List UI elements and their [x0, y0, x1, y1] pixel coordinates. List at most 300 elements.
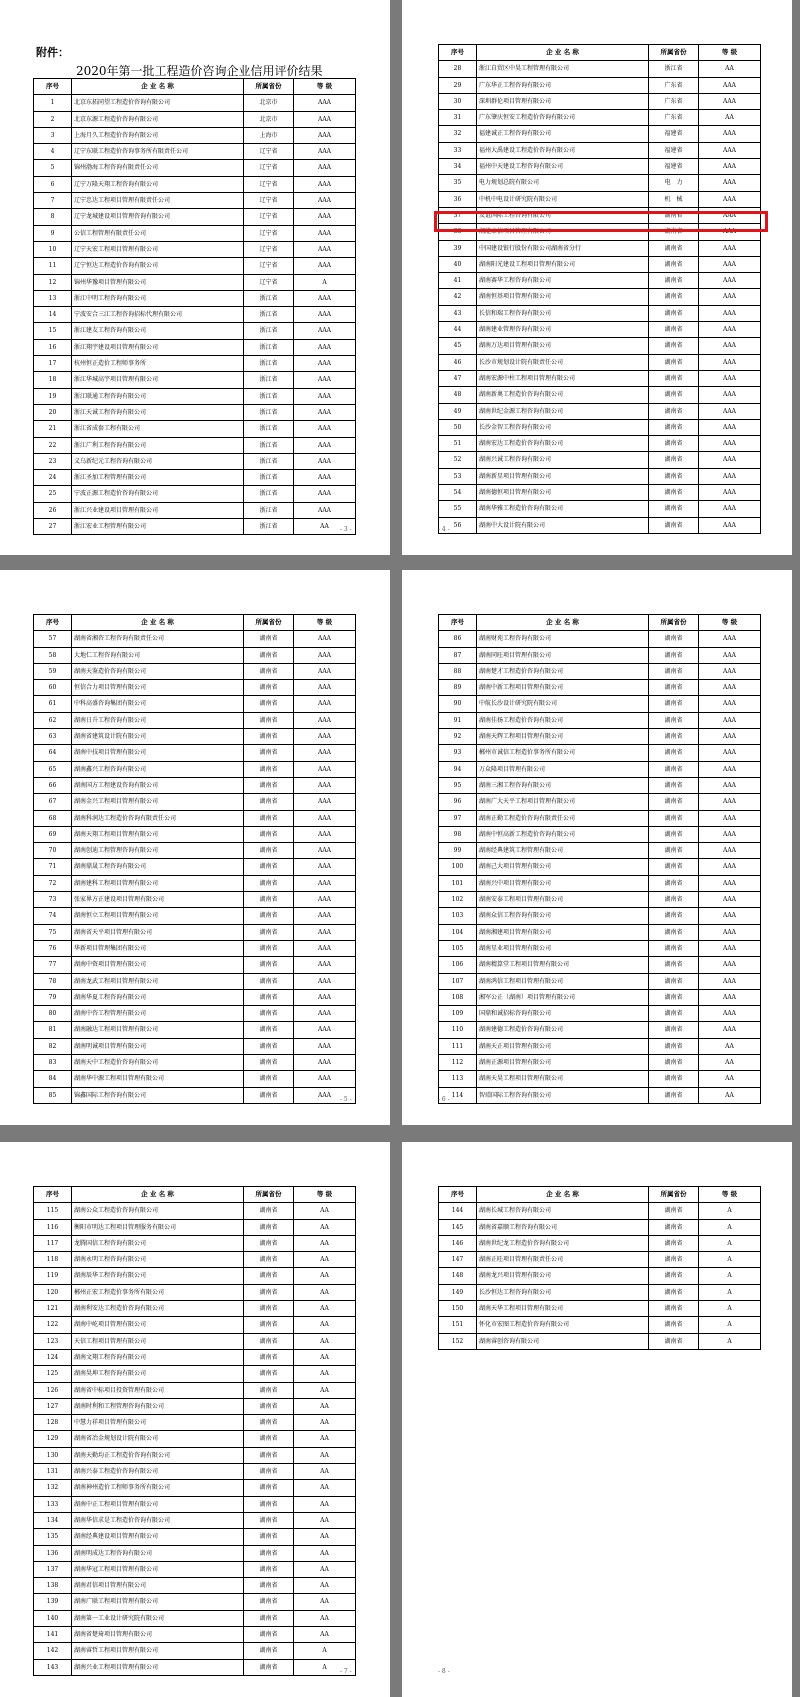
row-grade: AAA	[294, 225, 356, 241]
row-grade: AAA	[699, 892, 761, 908]
table-row	[34, 470, 356, 486]
row-grade: AAA	[294, 794, 356, 810]
table-row	[34, 1284, 356, 1300]
row-seq: 18	[34, 372, 72, 388]
row-grade: AA	[294, 1203, 356, 1219]
row-grade: AAA	[699, 240, 761, 256]
header-grade: 等 级	[294, 79, 356, 95]
row-seq: 51	[439, 436, 477, 452]
row-company-name: 湖南广大天平工程项目管理有限公司	[477, 794, 649, 810]
row-province: 辽宁省	[244, 274, 294, 290]
row-company-name: 湖南鑫兴工程咨询有限公司	[72, 761, 244, 777]
row-province: 湖南省	[649, 908, 699, 924]
table-row	[439, 468, 761, 484]
table-row	[439, 1317, 761, 1333]
row-province: 湖南省	[244, 1301, 294, 1317]
row-province: 湖南省	[244, 1071, 294, 1087]
row-grade: AAA	[699, 354, 761, 370]
table-row	[34, 712, 356, 728]
row-seq: 144	[439, 1203, 477, 1219]
row-seq: 136	[34, 1545, 72, 1561]
row-grade: AAA	[294, 404, 356, 420]
row-company-name: 湖南三湘工程咨询有限公司	[477, 777, 649, 793]
row-company-name: 湖南众信工程咨询有限公司	[477, 908, 649, 924]
row-grade: AA	[294, 1464, 356, 1480]
row-province: 湖南省	[649, 436, 699, 452]
table-row	[439, 142, 761, 158]
row-company-name: 湖南省湘咨工程咨询有限责任公司	[72, 631, 244, 647]
row-province: 湖南省	[244, 1415, 294, 1431]
header-company-name: 企 业 名 称	[477, 45, 649, 61]
row-grade: AAA	[294, 1006, 356, 1022]
header-company-name: 企 业 名 称	[477, 615, 649, 631]
table-row	[439, 989, 761, 1005]
row-company-name: 湖南天翔工程项目管理有限公司	[72, 826, 244, 842]
row-province: 浙江省	[244, 388, 294, 404]
row-seq: 24	[34, 470, 72, 486]
row-seq: 116	[34, 1219, 72, 1235]
row-company-name: 浙江宏业工程管理有限公司	[72, 519, 244, 535]
row-grade: A	[294, 1643, 356, 1659]
row-grade: AAA	[294, 470, 356, 486]
row-grade: AAA	[699, 419, 761, 435]
row-seq: 42	[439, 289, 477, 305]
table-row	[34, 1333, 356, 1349]
table-row	[34, 1055, 356, 1071]
row-seq: 106	[439, 957, 477, 973]
row-seq: 98	[439, 826, 477, 842]
table-row	[439, 745, 761, 761]
row-province: 湖南省	[244, 810, 294, 826]
table-row	[34, 1496, 356, 1512]
row-grade: AAA	[294, 127, 356, 143]
row-province: 湖南省	[244, 631, 294, 647]
row-province: 湖南省	[244, 940, 294, 956]
row-seq: 94	[439, 761, 477, 777]
row-seq: 73	[34, 892, 72, 908]
row-seq: 14	[34, 307, 72, 323]
row-seq: 64	[34, 745, 72, 761]
row-company-name: 锦州华豫项目管理有限公司	[72, 274, 244, 290]
row-company-name: 浙江自贸区中昊工程管理有限公司	[477, 61, 649, 77]
row-seq: 108	[439, 989, 477, 1005]
row-grade: AAA	[699, 370, 761, 386]
table-row	[439, 826, 761, 842]
row-grade: AAA	[294, 502, 356, 518]
row-seq: 91	[439, 712, 477, 728]
table-row	[34, 761, 356, 777]
row-grade: AAA	[699, 77, 761, 93]
row-seq: 71	[34, 859, 72, 875]
row-grade: AA	[294, 1333, 356, 1349]
table-row	[439, 1006, 761, 1022]
row-province: 湖南省	[244, 761, 294, 777]
table-row	[439, 663, 761, 679]
header-company-name: 企 业 名 称	[72, 615, 244, 631]
table-header-row	[34, 1187, 356, 1203]
table-row	[439, 1268, 761, 1284]
row-province: 湖南省	[649, 387, 699, 403]
row-grade: AA	[294, 1268, 356, 1284]
row-company-name: 郴州正宏工程造价事务所有限公司	[72, 1284, 244, 1300]
row-company-name: 湖南中资项目管理有限公司	[72, 957, 244, 973]
row-province: 湖南省	[649, 468, 699, 484]
row-grade: A	[699, 1235, 761, 1251]
table-row	[34, 1219, 356, 1235]
row-seq: 138	[34, 1578, 72, 1594]
table-row	[34, 843, 356, 859]
document-title: 2020年第一批工程造价咨询企业信用评价结果	[76, 64, 323, 78]
row-seq: 79	[34, 989, 72, 1005]
row-province: 湖南省	[244, 1366, 294, 1382]
row-seq: 134	[34, 1512, 72, 1528]
row-province: 浙江省	[244, 307, 294, 323]
table-row	[34, 437, 356, 453]
table-row	[439, 712, 761, 728]
row-company-name: 湖南省中标项目投资管理有限公司	[72, 1382, 244, 1398]
row-province: 湖南省	[649, 1038, 699, 1054]
table-row	[439, 289, 761, 305]
row-province: 湖南省	[649, 712, 699, 728]
table-row	[439, 240, 761, 256]
row-province: 湖南省	[244, 712, 294, 728]
table-row	[439, 1301, 761, 1317]
row-grade: AAA	[699, 485, 761, 501]
row-company-name: 中科高盛咨询集团有限公司	[72, 696, 244, 712]
row-grade: AA	[294, 1594, 356, 1610]
row-company-name: 辽宁龙城建设项目管理咨询有限公司	[72, 209, 244, 225]
row-grade: AAA	[294, 1038, 356, 1054]
table-row	[34, 388, 356, 404]
row-grade: A	[699, 1268, 761, 1284]
table-row	[34, 1512, 356, 1528]
row-seq: 52	[439, 452, 477, 468]
row-province: 湖南省	[244, 1398, 294, 1414]
document-page	[0, 0, 390, 555]
row-seq: 56	[439, 517, 477, 533]
table-row	[34, 160, 356, 176]
table-row	[34, 729, 356, 745]
row-province: 湖南省	[649, 989, 699, 1005]
row-seq: 30	[439, 93, 477, 109]
row-grade: AA	[294, 1252, 356, 1268]
table-row	[34, 225, 356, 241]
header-grade: 等 级	[699, 45, 761, 61]
row-seq: 97	[439, 810, 477, 826]
row-grade: AA	[294, 1235, 356, 1251]
row-province: 湖南省	[649, 761, 699, 777]
row-company-name: 湖南天中工程造价咨询有限公司	[72, 1055, 244, 1071]
row-grade: AAA	[294, 193, 356, 209]
row-company-name: 湖南德恒项目管理有限公司	[477, 485, 649, 501]
row-province: 湖南省	[244, 1464, 294, 1480]
row-seq: 46	[439, 354, 477, 370]
row-company-name: 杭州恒正造价工程师事务所	[72, 356, 244, 372]
row-grade: AAA	[699, 517, 761, 533]
row-seq: 50	[439, 419, 477, 435]
row-seq: 1	[34, 95, 72, 111]
row-company-name: 义乌新纪元工程咨询有限公司	[72, 453, 244, 469]
row-seq: 74	[34, 908, 72, 924]
row-province: 湖南省	[649, 777, 699, 793]
row-grade: AAA	[294, 486, 356, 502]
header-seq: 序号	[34, 79, 72, 95]
table-row	[439, 957, 761, 973]
row-seq: 15	[34, 323, 72, 339]
row-province: 湖南省	[649, 1055, 699, 1071]
row-province: 湖南省	[649, 322, 699, 338]
row-company-name: 湖南辰华工程咨询有限公司	[72, 1268, 244, 1284]
row-company-name: 福州中天建设工程咨询有限公司	[477, 159, 649, 175]
table-row	[439, 93, 761, 109]
row-seq: 150	[439, 1301, 477, 1317]
row-company-name: 湖南兴诚工程咨询有限公司	[477, 452, 649, 468]
table-row	[34, 1415, 356, 1431]
table-row	[34, 307, 356, 323]
row-company-name: 湖南安泰工程项目管理有限公司	[477, 892, 649, 908]
row-grade: AA	[294, 1317, 356, 1333]
row-company-name: 怀化市宏图工程造价咨询有限公司	[477, 1317, 649, 1333]
row-grade: AA	[699, 1087, 761, 1103]
row-province: 湖南省	[244, 1382, 294, 1398]
table-row	[34, 1447, 356, 1463]
row-province: 湖南省	[649, 892, 699, 908]
table-row	[34, 1398, 356, 1414]
document-page	[0, 1142, 390, 1697]
row-company-name: 湖南第一工业设计研究院有限公司	[72, 1610, 244, 1626]
row-province: 湖南省	[244, 843, 294, 859]
row-company-name: 郴州市诚信工程造价事务所有限公司	[477, 745, 649, 761]
row-province: 湖南省	[649, 1301, 699, 1317]
table-row	[34, 940, 356, 956]
row-company-name: 华新项目管理集团有限公司	[72, 940, 244, 956]
row-grade: AAA	[294, 95, 356, 111]
row-seq: 16	[34, 339, 72, 355]
row-province: 湖南省	[244, 1349, 294, 1365]
row-seq: 118	[34, 1252, 72, 1268]
row-grade: AAA	[294, 826, 356, 842]
table-row	[439, 680, 761, 696]
table-row	[439, 517, 761, 533]
table-row	[34, 323, 356, 339]
row-seq: 135	[34, 1529, 72, 1545]
table-row	[439, 273, 761, 289]
row-company-name: 湖南中新工程项目管理有限公司	[477, 680, 649, 696]
row-company-name: 湖南天辉工程项目管理有限公司	[477, 729, 649, 745]
row-grade: AAA	[699, 843, 761, 859]
row-company-name: 湖南兴泰工程造价咨询有限公司	[72, 1464, 244, 1480]
row-seq: 48	[439, 387, 477, 403]
header-seq: 序号	[439, 45, 477, 61]
row-company-name: 湖南建业管理咨询有限公司	[477, 322, 649, 338]
row-province: 湖南省	[649, 729, 699, 745]
row-grade: AA	[699, 110, 761, 126]
row-company-name: 湖南融达工程项目管理有限公司	[72, 1022, 244, 1038]
table-row	[34, 274, 356, 290]
row-grade: AAA	[294, 421, 356, 437]
row-company-name: 湖南中正工程项目管理有限公司	[72, 1496, 244, 1512]
row-province: 湖南省	[649, 1252, 699, 1268]
row-province: 湖南省	[244, 1022, 294, 1038]
row-seq: 49	[439, 403, 477, 419]
row-province: 湖南省	[649, 305, 699, 321]
table-row	[34, 1006, 356, 1022]
row-company-name: 智靖国际工程咨询有限公司	[477, 1087, 649, 1103]
row-company-name: 湖南中恒高新工程造价咨询有限公司	[477, 826, 649, 842]
row-seq: 69	[34, 826, 72, 842]
row-grade: AAA	[294, 680, 356, 696]
row-grade: AA	[699, 1038, 761, 1054]
row-seq: 7	[34, 193, 72, 209]
row-province: 福建省	[649, 126, 699, 142]
row-company-name: 福建诚正工程咨询有限公司	[477, 126, 649, 142]
row-seq: 110	[439, 1022, 477, 1038]
row-company-name: 湖南阳光建设工程项目管理有限公司	[477, 256, 649, 272]
row-seq: 54	[439, 485, 477, 501]
row-seq: 26	[34, 502, 72, 518]
table-row	[34, 453, 356, 469]
table-row	[439, 908, 761, 924]
row-province: 湖南省	[649, 924, 699, 940]
row-grade: AAA	[294, 258, 356, 274]
row-company-name: 湖南科润达工程造价咨询有限责任公司	[72, 810, 244, 826]
row-province: 湖南省	[244, 696, 294, 712]
row-grade: AAA	[699, 191, 761, 207]
row-grade: AAA	[699, 126, 761, 142]
row-province: 湖南省	[244, 729, 294, 745]
row-province: 湖南省	[244, 957, 294, 973]
row-seq: 5	[34, 160, 72, 176]
row-company-name: 衡阳市明达工程项目管理服务有限公司	[72, 1219, 244, 1235]
row-seq: 120	[34, 1284, 72, 1300]
row-seq: 128	[34, 1415, 72, 1431]
row-company-name: 湖南神州造价工程师事务所有限公司	[72, 1480, 244, 1496]
header-company-name: 企 业 名 称	[72, 1187, 244, 1203]
row-company-name: 辽宁万隆天翔工程咨询有限公司	[72, 176, 244, 192]
document-page	[402, 1142, 792, 1697]
row-province: 湖南省	[244, 826, 294, 842]
row-grade: A	[699, 1333, 761, 1349]
table-row	[34, 777, 356, 793]
row-province: 湖南省	[244, 908, 294, 924]
row-province: 浙江省	[244, 323, 294, 339]
row-seq: 104	[439, 924, 477, 940]
row-company-name: 深圳群伦项目管理有限公司	[477, 93, 649, 109]
row-company-name: 湖南天勤均正工程造价咨询有限公司	[72, 1447, 244, 1463]
row-company-name: 辽宁天宏工程项目管理有限公司	[72, 241, 244, 257]
row-province: 湖南省	[649, 875, 699, 891]
table-row	[34, 810, 356, 826]
row-company-name: 湖南湘建项目管理有限公司	[477, 924, 649, 940]
table-row	[34, 258, 356, 274]
table-row	[439, 1235, 761, 1251]
table-row	[439, 159, 761, 175]
row-seq: 96	[439, 794, 477, 810]
table-row	[34, 209, 356, 225]
table-row	[34, 1203, 356, 1219]
row-province: 湖南省	[649, 1087, 699, 1103]
row-company-name: 湖南公众工程造价咨询有限公司	[72, 1203, 244, 1219]
row-grade: AAA	[294, 437, 356, 453]
row-company-name: 湖南经典建设项目管理有限公司	[72, 1529, 244, 1545]
row-province: 广东省	[649, 93, 699, 109]
row-grade: AAA	[699, 761, 761, 777]
ratings-table	[438, 614, 761, 1104]
row-company-name: 湖南正源项目管理有限公司	[477, 1055, 649, 1071]
table-row	[34, 1366, 356, 1382]
row-company-name: 湖南龙兴项目管理有限公司	[477, 1268, 649, 1284]
row-grade: AA	[294, 1382, 356, 1398]
row-company-name: 湘军公正（湖南）项目管理有限公司	[477, 989, 649, 1005]
table-row	[34, 144, 356, 160]
row-company-name: 辽宁恒达工程造价咨询有限公司	[72, 258, 244, 274]
row-province: 湖南省	[649, 452, 699, 468]
row-grade: AA	[294, 1366, 356, 1382]
row-province: 湖南省	[649, 1235, 699, 1251]
row-company-name: 湖南省冶金规划设计院有限公司	[72, 1431, 244, 1447]
row-company-name: 宁波正源工程造价咨询有限公司	[72, 486, 244, 502]
row-company-name: 湖南兴业工程项目管理有限公司	[72, 1659, 244, 1675]
row-province: 辽宁省	[244, 225, 294, 241]
row-company-name: 湖南天华工程项目管理有限公司	[477, 1301, 649, 1317]
table-row	[439, 354, 761, 370]
row-seq: 117	[34, 1235, 72, 1251]
row-seq: 140	[34, 1610, 72, 1626]
header-grade: 等 级	[294, 615, 356, 631]
row-seq: 19	[34, 388, 72, 404]
row-grade: AAA	[699, 322, 761, 338]
table-row	[439, 256, 761, 272]
table-row	[439, 452, 761, 468]
row-company-name: 湖南省楚琦项目管理有限公司	[72, 1627, 244, 1643]
row-grade: A	[699, 1203, 761, 1219]
document-page	[402, 0, 792, 555]
row-company-name: 张家界方正建设项目管理有限公司	[72, 892, 244, 908]
row-grade: AAA	[294, 973, 356, 989]
table-row	[439, 647, 761, 663]
row-province: 湖南省	[649, 826, 699, 842]
header-seq: 序号	[439, 615, 477, 631]
row-seq: 142	[34, 1643, 72, 1659]
row-grade: AAA	[699, 908, 761, 924]
table-row	[34, 404, 356, 420]
row-company-name: 湖南建科工程项目管理有限公司	[72, 875, 244, 891]
row-grade: AAA	[294, 339, 356, 355]
row-province: 湖南省	[649, 680, 699, 696]
row-grade: AAA	[699, 729, 761, 745]
row-province: 辽宁省	[244, 193, 294, 209]
table-row	[439, 810, 761, 826]
row-company-name: 湖南华信求是工程造价咨询有限公司	[72, 1512, 244, 1528]
table-row	[439, 126, 761, 142]
row-seq: 70	[34, 843, 72, 859]
row-province: 湖南省	[649, 240, 699, 256]
row-seq: 80	[34, 1006, 72, 1022]
row-province: 湖南省	[244, 1284, 294, 1300]
row-seq: 55	[439, 501, 477, 517]
table-row	[439, 1071, 761, 1087]
row-province: 湖南省	[649, 207, 699, 223]
row-company-name: 中国建设银行股份有限公司湖南省分行	[477, 240, 649, 256]
row-grade: AAA	[294, 647, 356, 663]
row-seq: 121	[34, 1301, 72, 1317]
row-grade: AAA	[294, 777, 356, 793]
row-seq: 83	[34, 1055, 72, 1071]
row-seq: 127	[34, 1398, 72, 1414]
table-row	[34, 1545, 356, 1561]
row-seq: 114	[439, 1087, 477, 1103]
row-grade: AAA	[294, 859, 356, 875]
